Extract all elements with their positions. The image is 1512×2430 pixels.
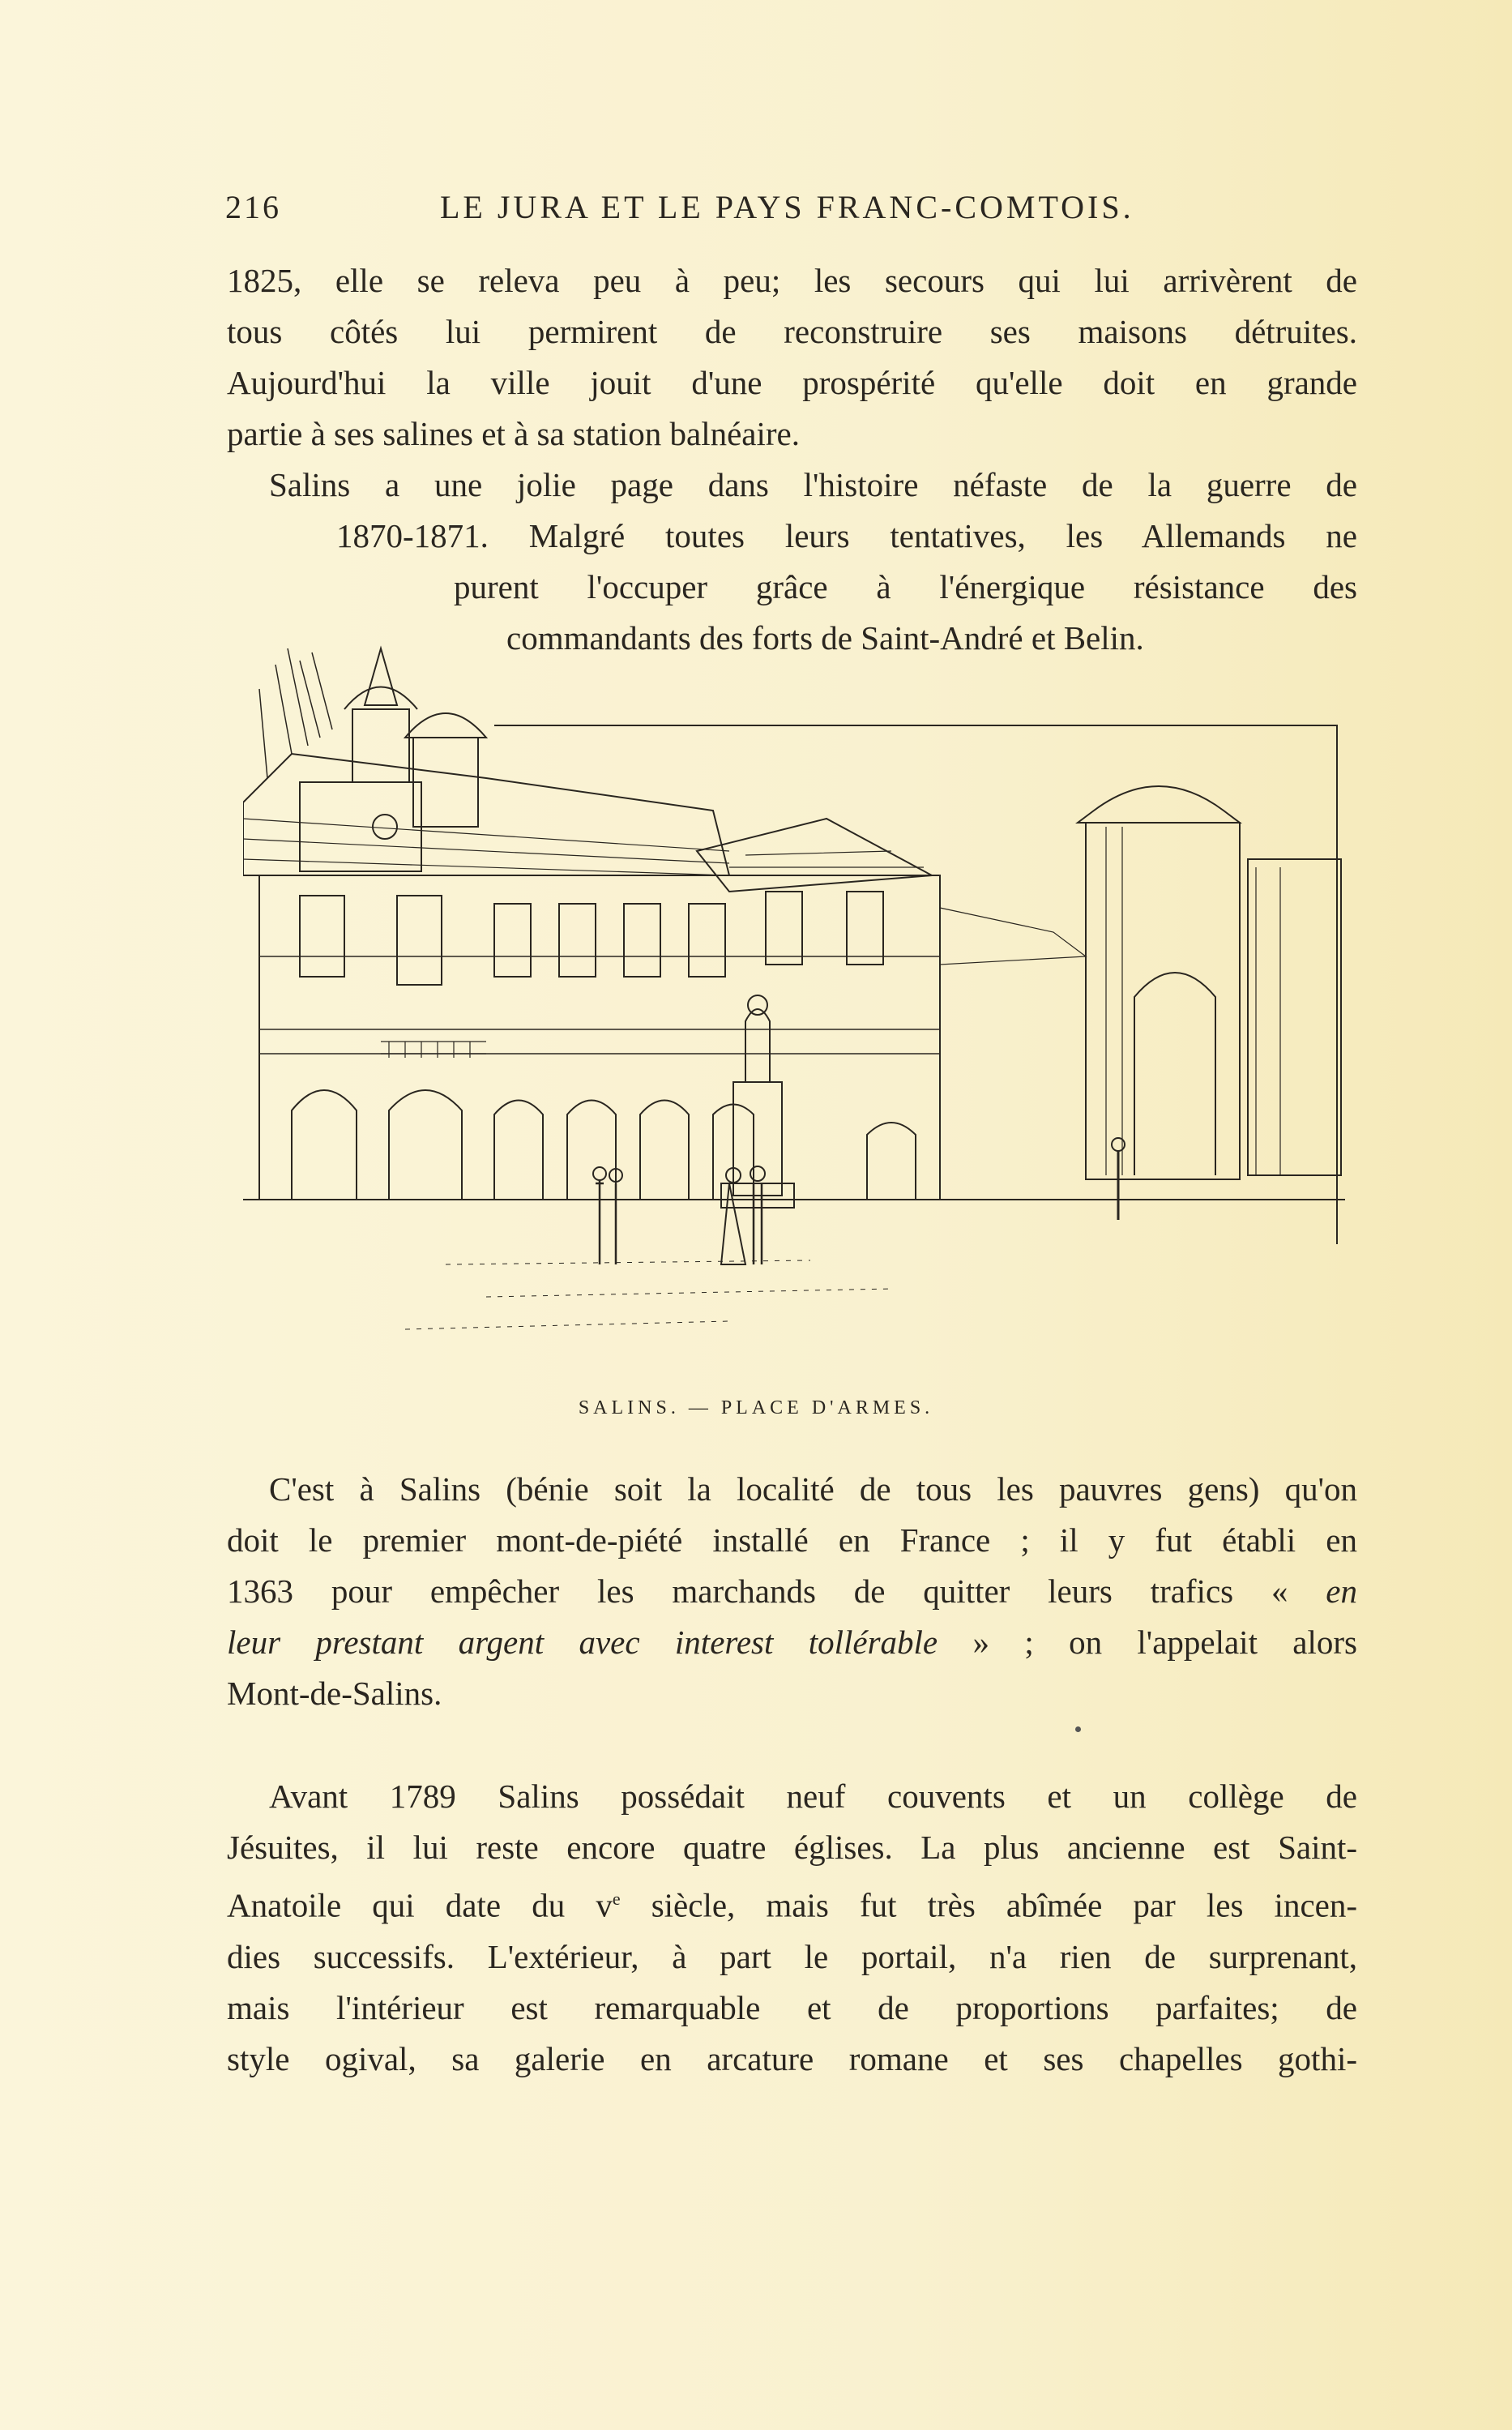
text-line: Aujourd'hui la ville jouit d'une prospérité qu'elle doit en grande bbox=[227, 364, 1357, 401]
text-line: purent l'occuper grâce à l'énergique résistance des bbox=[454, 568, 1357, 605]
text-line bbox=[227, 1566, 1357, 1617]
text-line: Avant 1789 Salins possédait neuf couvents et un collège de bbox=[269, 1778, 1357, 1815]
illustration-place-d-armes bbox=[243, 616, 1365, 1370]
text-segment: » ; on l'appelait alors bbox=[938, 1624, 1358, 1661]
text-line: C'est à Salins (bénie soit la localité de tous les pauvres gens) qu'on bbox=[269, 1470, 1357, 1508]
text-line: doit le premier mont-de-piété installé en France ; il y fut établi en bbox=[227, 1521, 1357, 1559]
superscript: e bbox=[612, 1889, 621, 1909]
text-line: tous côtés lui permirent de reconstruire ses maisons détruites. bbox=[227, 313, 1357, 350]
illustration-caption: SALINS. — PLACE D'ARMES. bbox=[578, 1397, 934, 1418]
text-line: partie à ses salines et à sa station balnéaire. bbox=[227, 415, 800, 452]
text-line bbox=[227, 1873, 1357, 1932]
running-header bbox=[225, 188, 1360, 237]
text-line: Salins a une jolie page dans l'histoire néfaste de la guerre de bbox=[269, 466, 1357, 503]
text-segment: 1363 pour empêcher les marchands de quitter leurs trafics « bbox=[227, 1572, 1326, 1610]
text-line: commandants des forts de Saint-André et Belin. bbox=[506, 619, 1144, 657]
text-line: 1825, elle se releva peu à peu; les secours qui lui arrivèrent de bbox=[227, 262, 1357, 299]
paragraph-3 bbox=[227, 1464, 1357, 1719]
italic-quote: en bbox=[1326, 1572, 1357, 1610]
text-line: dies successifs. L'extérieur, à part le portail, n'a rien de surprenant, bbox=[227, 1937, 1357, 1975]
text-line: mais l'intérieur est remarquable et de proportions parfaites; de bbox=[227, 1988, 1357, 2026]
paragraph-1 bbox=[227, 255, 1357, 460]
text-segment: Anatoile qui date du v bbox=[227, 1886, 613, 1924]
text-line: style ogival, sa galerie en arcature romane et ses chapelles gothi- bbox=[227, 2039, 1357, 2077]
paragraph-4 bbox=[227, 1771, 1357, 2085]
printer-speck bbox=[1075, 1726, 1081, 1732]
text-line bbox=[227, 1617, 1357, 1668]
italic-quote: leur prestant argent avec interest tollérable bbox=[227, 1624, 938, 1661]
text-line: 1870-1871. Malgré toutes leurs tentatives, les Allemands ne bbox=[336, 517, 1357, 554]
page-number: 216 bbox=[225, 189, 281, 225]
running-title: LE JURA ET LE PAYS FRANC-COMTOIS. bbox=[440, 189, 1134, 225]
text-segment: siècle, mais fut très abîmée par les incen- bbox=[620, 1886, 1357, 1924]
text-line: Mont-de-Salins. bbox=[227, 1675, 442, 1712]
text-line: Jésuites, il lui reste encore quatre églises. La plus ancienne est Saint- bbox=[227, 1829, 1357, 1866]
